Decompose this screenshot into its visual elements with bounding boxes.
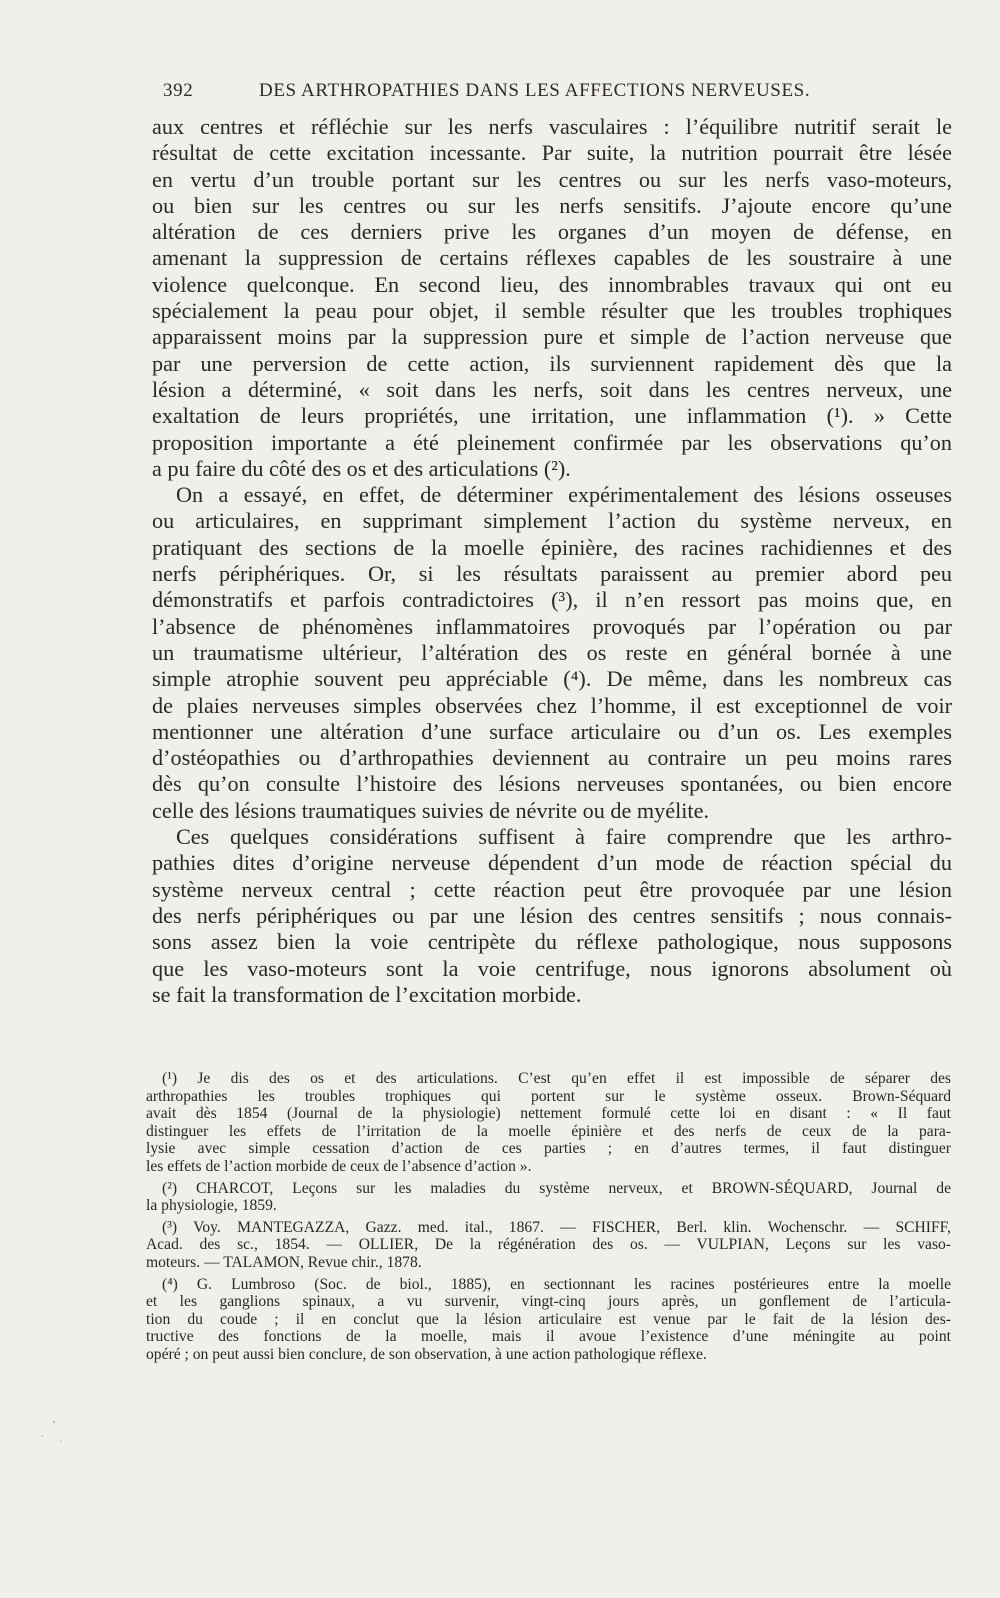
page-number: 392 bbox=[163, 80, 194, 101]
text-line: dès qu’on consulte l’histoire des lésions nerveuses spontanées, ou bien encore bbox=[152, 771, 952, 797]
footnote-line: lysie avec simple cessation d’action de ces parties ; en d’autres termes, il faut distinguer bbox=[146, 1140, 951, 1158]
text-line: ou bien sur les centres ou sur les nerfs sensitifs. J’ajoute encore qu’une bbox=[152, 192, 952, 218]
text-line: de plaies nerveuses simples observées chez l’homme, il est exceptionnel de voir bbox=[152, 692, 952, 718]
footnote-line: avait dès 1854 (Journal de la physiologie) nettement formulé cette loi en disant : « Il faut bbox=[146, 1105, 951, 1123]
text-line: spécialement la peau pour objet, il semble résulter que les troubles trophiques bbox=[152, 298, 952, 324]
text-line: un traumatisme ultérieur, l’altération des os reste en général bornée à une bbox=[152, 639, 952, 665]
text-line: apparaissent moins par la suppression pure et simple de l’action nerveuse que bbox=[152, 324, 952, 350]
text-line: simple atrophie souvent peu appréciable (⁴). De même, dans les nombreux cas bbox=[152, 666, 952, 692]
text-line: proposition importante a été pleinement confirmée par les observations qu’on bbox=[152, 429, 952, 455]
footnote-line: opéré ; on peut aussi bien conclure, de son observation, à une action pathologique réflexe. bbox=[146, 1345, 707, 1363]
footnote-line: arthropathies les troubles trophiques qui portent sur le système osseux. Brown-Séquard bbox=[146, 1087, 951, 1105]
main-text bbox=[152, 114, 952, 1008]
text-line: que les vaso-moteurs sont la voie centrifuge, nous ignorons absolument où bbox=[152, 955, 952, 981]
footnote-line: distinguer les effets de l’irritation de la moelle épinière et des nerfs de ceux de la para- bbox=[146, 1122, 951, 1140]
text-line: mentionner une altération d’une surface articulaire ou d’un os. Les exemples bbox=[152, 718, 952, 744]
text-line: en vertu d’un trouble portant sur les centres ou sur les nerfs vaso-moteurs, bbox=[152, 166, 952, 192]
footnote-line: (⁴) G. Lumbroso (Soc. de biol., 1885), en sectionnant les racines postérieures entre la moelle bbox=[162, 1275, 951, 1293]
text-line: démonstratifs et parfois contradictoires (³), il n’en ressort pas moins que, en bbox=[152, 587, 952, 613]
text-line: Ces quelques considérations suffisent à faire comprendre que les arthro- bbox=[176, 824, 952, 850]
text-line: celle des lésions traumatiques suivies de névrite ou de myélite. bbox=[152, 797, 709, 823]
footnote-line: les effets de l’action morbide de ceux de l’absence d’action ». bbox=[146, 1157, 532, 1175]
footnotes bbox=[146, 1070, 951, 1364]
footnote-line: et les ganglions spinaux, a vu survenir, vingt-cinq jours après, un gonflement de l’articula- bbox=[146, 1293, 951, 1311]
text-line: système nerveux central ; cette réaction peut être provoquée par une lésion bbox=[152, 876, 952, 902]
text-line: pathies dites d’origine nerveuse dépendent d’un mode de réaction spécial du bbox=[152, 850, 952, 876]
footnote-line: Acad. des sc., 1854. — OLLIER, De la régénération des os. — VULPIAN, Leçons sur les vaso- bbox=[146, 1236, 951, 1254]
text-line: violence quelconque. En second lieu, des innombrables travaux qui ont eu bbox=[152, 271, 952, 297]
text-line: se fait la transformation de l’excitation morbide. bbox=[152, 981, 582, 1007]
text-line: sons assez bien la voie centripète du réflexe pathologique, nous supposons bbox=[152, 929, 952, 955]
text-line: nerfs périphériques. Or, si les résultats paraissent au premier abord peu bbox=[152, 561, 952, 587]
text-line: a pu faire du côté des os et des articulations (²). bbox=[152, 455, 571, 481]
text-line: d’ostéopathies ou d’arthropathies deviennent au contraire un peu moins rares bbox=[152, 745, 952, 771]
text-line: par une perversion de cette action, ils surviennent rapidement dès que la bbox=[152, 350, 952, 376]
text-line: des nerfs périphériques ou par une lésion des centres sensitifs ; nous connais- bbox=[152, 902, 952, 928]
text-line: l’absence de phénomènes inflammatoires provoqués par l’opération ou par bbox=[152, 613, 952, 639]
footnote-line: tructive des fonctions de la moelle, mais il avoue l’existence d’une méningite au point bbox=[146, 1328, 951, 1346]
text-line: aux centres et réfléchie sur les nerfs vasculaires : l’équilibre nutritif serait le bbox=[152, 114, 952, 139]
text-line: exaltation de leurs propriétés, une irritation, une inflammation (¹). » Cette bbox=[152, 403, 952, 429]
footnote-line: tion du coude ; il en conclut que la lésion articulaire est venue par le fait de la lésion des- bbox=[146, 1310, 951, 1328]
running-title: DES ARTHROPATHIES DANS LES AFFECTIONS NERVEUSES. bbox=[259, 80, 811, 101]
footnote-line: (³) Voy. MANTEGAZZA, Gazz. med. ital., 1867. — FISCHER, Berl. klin. Wochenschr. — SCHIFF, bbox=[162, 1218, 951, 1236]
text-line: pratiquant des sections de la moelle épinière, des racines rachidiennes et des bbox=[152, 534, 952, 560]
footnote-line: (¹) Je dis des os et des articulations. C’est qu’en effet il est impossible de séparer des bbox=[162, 1070, 951, 1087]
footnote-line: moteurs. — TALAMON, Revue chir., 1878. bbox=[146, 1253, 422, 1271]
text-line: résultat de cette excitation incessante. Par suite, la nutrition pourrait être lésée bbox=[152, 140, 952, 166]
text-line: ou articulaires, en supprimant simplement l’action du système nerveux, en bbox=[152, 508, 952, 534]
text-line: amenant la suppression de certains réflexes capables de les soustraire à une bbox=[152, 245, 952, 271]
footnote-line: la physiologie, 1859. bbox=[146, 1197, 277, 1215]
text-line: altération de ces derniers prive les organes d’un moyen de défense, en bbox=[152, 219, 952, 245]
text-line: On a essayé, en effet, de déterminer expérimentalement des lésions osseuses bbox=[176, 482, 952, 508]
footnote-line: (²) CHARCOT, Leçons sur les maladies du système nerveux, et BROWN-SÉQUARD, Journal de bbox=[162, 1179, 951, 1197]
text-line: lésion a déterminé, « soit dans les nerfs, soit dans les centres nerveux, une bbox=[152, 376, 952, 402]
